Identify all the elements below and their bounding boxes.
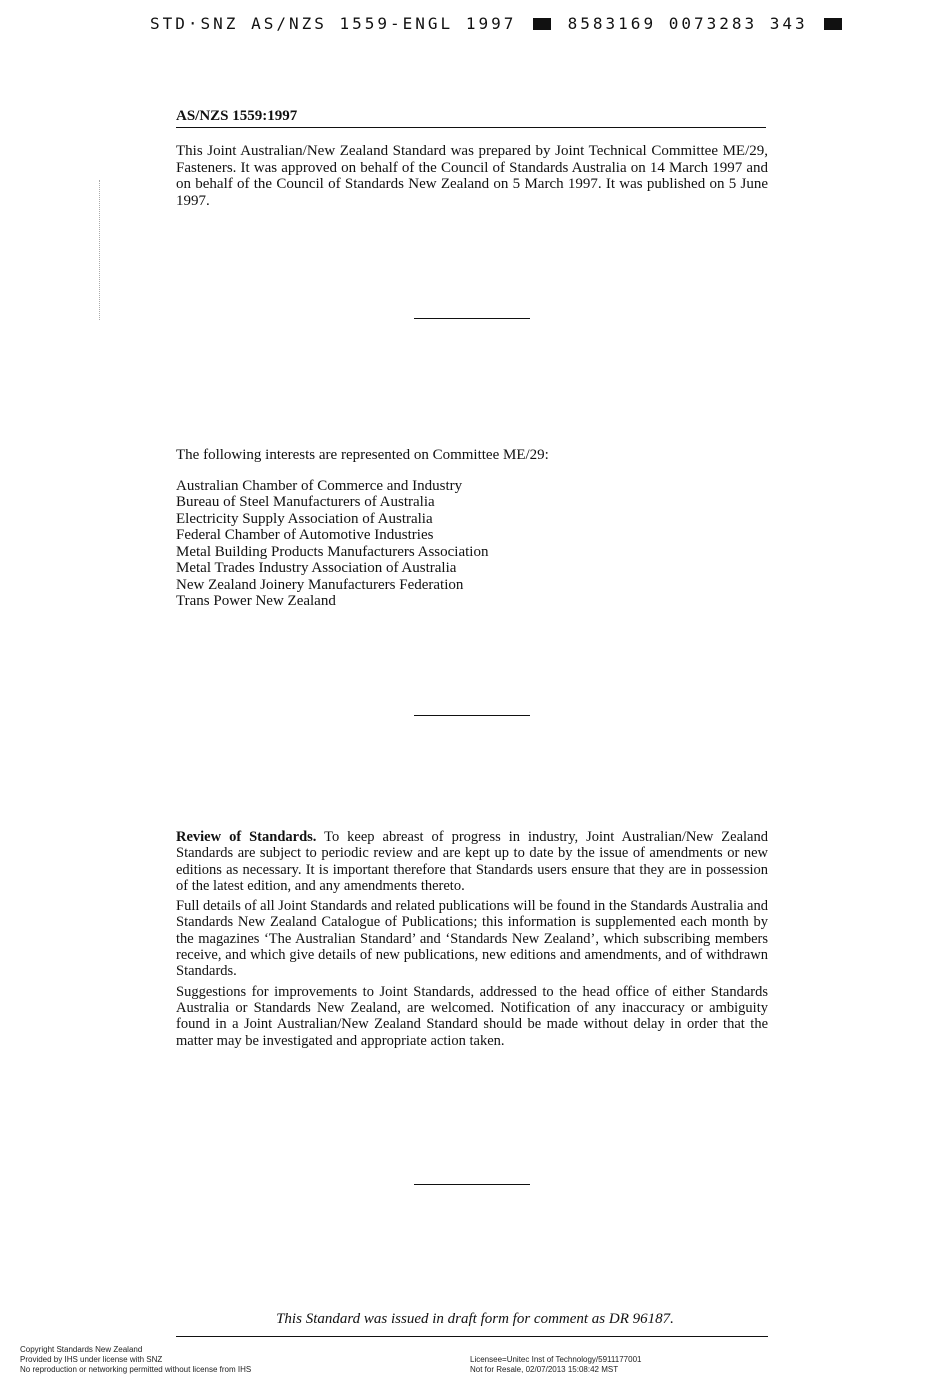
list-item: Bureau of Steel Manufacturers of Australia [176, 494, 435, 510]
review-title: Review of Standards. [176, 829, 317, 845]
list-item: Electricity Supply Association of Australia [176, 510, 433, 527]
list-item: New Zealand Joinery Manufacturers Federation [176, 576, 464, 593]
intro-text: This Joint Australian/New Zealand Standard was prepared by Joint Technical Committee ME/29, Fasteners. It was approved on behalf of the Council of Standards Australia on 14 March 1997 and on behalf of the Council of Standards New Zealand on 5 March 1997. It was published on 5 June 1997. [176, 143, 768, 209]
member-list [176, 478, 768, 610]
review-section [176, 829, 768, 1053]
footer-rule [176, 1336, 768, 1337]
document-id: AS/NZS 1559:1997 [176, 108, 298, 124]
code-mid: 8583169 0073283 343 [567, 14, 808, 33]
footer-line: Licensee=Unitec Inst of Technology/5911177001 [470, 1355, 642, 1364]
footer-line: No reproduction or networking permitted without license from IHS [20, 1365, 252, 1374]
title-rule [176, 127, 766, 128]
code-prefix: STD·SNZ AS/NZS 1559-ENGL 1997 [150, 14, 517, 33]
list-item: Metal Trades Industry Association of Australia [176, 560, 457, 576]
licensee-notice [470, 1355, 641, 1375]
review-paragraph [176, 829, 768, 894]
interests-section [176, 447, 768, 610]
list-item: Australian Chamber of Commerce and Industry [176, 477, 463, 494]
list-item: Federal Chamber of Automotive Industries [176, 527, 434, 543]
document-code-header [150, 14, 846, 33]
margin-scan-marks [99, 180, 100, 320]
section-divider [414, 1184, 530, 1185]
copyright-notice [20, 1345, 251, 1375]
review-text: To keep abreast of progress in industry, Joint Australian/New Zealand Standards are subject to periodic review and are kept up to date by the issue of amendments or new editions as necessary. It is important therefore that Standards users ensure that they are in possession of the latest edition, and any amendments thereto. [176, 829, 768, 894]
list-item: Metal Building Products Manufacturers Association [176, 543, 489, 560]
review-paragraph: Suggestions for improvements to Joint Standards, addressed to the head office of either Standards Australia or Standards New Zealand, are welcomed. Notification of any inaccuracy or ambiguity found in a Joint Australian/New Zealand Standard should be made without delay in order that the matter may be investigated and appropriate action taken. [176, 983, 768, 1049]
intro-paragraph [176, 143, 768, 209]
interests-heading: The following interests are represented on Committee ME/29: [176, 447, 549, 463]
section-divider [414, 318, 530, 319]
footer-line: Copyright Standards New Zealand [20, 1345, 143, 1354]
section-divider [414, 715, 530, 716]
review-paragraph: Full details of all Joint Standards and related publications will be found in the Standards Australia and Standards New Zealand Catalogue of Publications; this information is supplemented each month by the magazines ‘The Australian Standard’ and ‘Standards New Zealand’, which subscribing members receive, and which give details of new publications, new editions and amendments, and of withdrawn Standards. [176, 898, 768, 980]
barcode-block-icon [824, 18, 842, 30]
draft-note: This Standard was issued in draft form for comment as DR 96187. [276, 1311, 674, 1327]
footer-line: Not for Resale, 02/07/2013 15:08:42 MST [470, 1365, 619, 1374]
list-item: Trans Power New Zealand [176, 593, 336, 609]
barcode-block-icon [533, 18, 551, 30]
footer-line: Provided by IHS under license with SNZ [20, 1355, 163, 1364]
